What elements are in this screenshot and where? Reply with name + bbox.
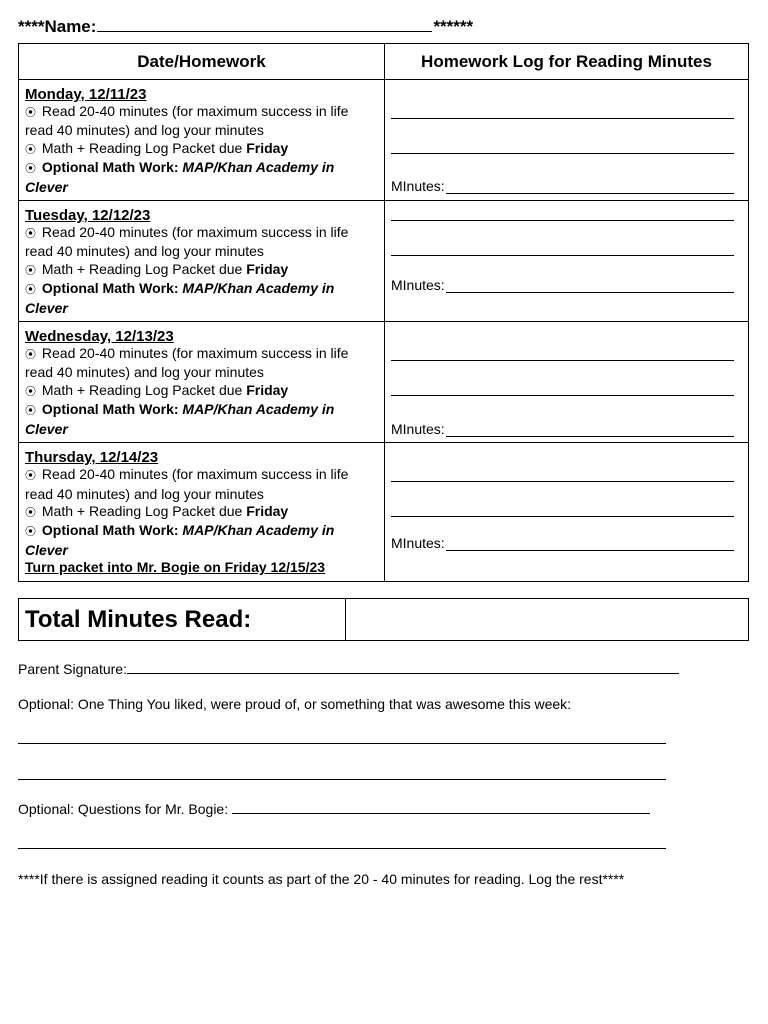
optional-math-item: ⦿ Optional Math Work: MAP/Khan Academy in Clever <box>25 280 335 316</box>
optional-questions-line[interactable] <box>232 801 650 814</box>
minutes-field[interactable] <box>391 535 734 551</box>
day-title: Monday, 12/11/23 <box>25 86 147 103</box>
total-minutes-table <box>18 598 749 641</box>
read-item: ⦿ Read 20-40 minutes (for maximum success in life read 40 minutes) and log your minutes <box>25 103 349 139</box>
radio-bullet-icon: ⦿ <box>25 506 36 519</box>
reading-note: ****If there is assigned reading it counts as part of the 20 - 40 minutes for reading. Log the rest**** <box>18 871 625 887</box>
read-item: ⦿ Read 20-40 minutes (for maximum success in life read 40 minutes) and log your minutes <box>25 345 349 381</box>
minutes-line[interactable] <box>446 424 734 437</box>
homework-log-table <box>18 43 749 582</box>
day-homework-cell <box>19 322 385 443</box>
day-homework-cell <box>19 443 385 581</box>
optional-questions-row <box>18 801 650 817</box>
name-line <box>18 17 473 37</box>
optional-math-item: ⦿ Optional Math Work: MAP/Khan Academy in Clever <box>25 159 335 195</box>
optional-math-item: ⦿ Optional Math Work: MAP/Khan Academy in Clever <box>25 522 335 558</box>
optional-questions-line-2[interactable] <box>18 848 666 849</box>
log-line[interactable] <box>391 516 734 517</box>
radio-bullet-icon: ⦿ <box>25 470 36 483</box>
radio-bullet-icon: ⦿ <box>25 349 36 362</box>
parent-signature-label: Parent Signature: <box>18 661 127 677</box>
log-line[interactable] <box>391 255 734 256</box>
optional-math-item: ⦿ Optional Math Work: MAP/Khan Academy in Clever <box>25 401 335 437</box>
minutes-line[interactable] <box>446 181 734 194</box>
read-item: ⦿ Read 20-40 minutes (for maximum success in life read 40 minutes) and log your minutes <box>25 224 349 260</box>
packet-item: ⦿ Math + Reading Log Packet due Friday <box>25 139 289 156</box>
minutes-field[interactable] <box>391 421 734 437</box>
name-blank[interactable] <box>97 17 432 32</box>
day-homework-cell <box>19 80 385 201</box>
radio-bullet-icon: ⦿ <box>25 107 36 119</box>
minutes-label: MInutes: <box>391 277 445 294</box>
radio-bullet-icon: ⦿ <box>25 405 36 418</box>
radio-bullet-icon: ⦿ <box>25 385 36 398</box>
radio-bullet-icon: ⦿ <box>25 284 36 297</box>
packet-item: ⦿ Math + Reading Log Packet due Friday <box>25 381 289 398</box>
radio-bullet-icon: ⦿ <box>25 526 36 539</box>
col-header-date-homework: Date/Homework <box>19 44 385 80</box>
optional-questions-label: Optional: Questions for Mr. Bogie: <box>18 801 229 817</box>
read-item: ⦿ Read 20-40 minutes (for maximum success in life read 40 minutes) and log your minutes <box>25 466 349 502</box>
turn-in-note: Turn packet into Mr. Bogie on Friday 12/15/23 <box>25 559 326 576</box>
log-line[interactable] <box>391 360 734 361</box>
reading-log-cell <box>385 201 749 322</box>
minutes-field[interactable] <box>391 277 734 293</box>
optional-liked-line-2[interactable] <box>18 779 666 780</box>
log-line[interactable] <box>391 220 734 221</box>
day-title: Wednesday, 12/13/23 <box>25 328 174 346</box>
optional-liked-line-1[interactable] <box>18 743 666 744</box>
packet-item: ⦿ Math + Reading Log Packet due Friday <box>25 260 289 277</box>
log-line[interactable] <box>391 395 734 396</box>
name-suffix: ****** <box>433 17 474 36</box>
name-label: ****Name: <box>18 17 97 36</box>
log-line[interactable] <box>391 481 734 482</box>
optional-liked-prompt: Optional: One Thing You liked, were proud of, or something that was awesome this week: <box>18 696 572 712</box>
radio-bullet-icon: ⦿ <box>25 143 36 156</box>
log-line[interactable] <box>391 118 734 119</box>
minutes-label: MInutes: <box>391 535 445 552</box>
minutes-line[interactable] <box>446 538 734 551</box>
parent-signature-line[interactable] <box>127 661 679 674</box>
log-line[interactable] <box>391 153 734 154</box>
reading-log-cell <box>385 80 749 201</box>
minutes-field[interactable] <box>391 178 734 194</box>
day-title: Thursday, 12/14/23 <box>25 449 159 467</box>
col-header-reading-log: Homework Log for Reading Minutes <box>385 44 749 80</box>
packet-item: ⦿ Math + Reading Log Packet due Friday <box>25 502 289 519</box>
day-row <box>19 80 749 201</box>
radio-bullet-icon: ⦿ <box>25 228 36 241</box>
day-title: Tuesday, 12/12/23 <box>25 207 151 225</box>
parent-signature-row <box>18 661 679 677</box>
reading-log-cell <box>385 443 749 581</box>
day-row <box>19 322 749 443</box>
total-minutes-label: Total Minutes Read: <box>19 599 346 641</box>
day-row <box>19 443 749 581</box>
radio-bullet-icon: ⦿ <box>25 264 36 277</box>
day-row <box>19 201 749 322</box>
day-homework-cell <box>19 201 385 322</box>
total-minutes-field[interactable] <box>346 599 749 641</box>
reading-log-cell <box>385 322 749 443</box>
minutes-label: MInutes: <box>391 178 445 194</box>
radio-bullet-icon: ⦿ <box>25 163 36 176</box>
minutes-line[interactable] <box>446 280 734 293</box>
minutes-label: MInutes: <box>391 421 445 438</box>
